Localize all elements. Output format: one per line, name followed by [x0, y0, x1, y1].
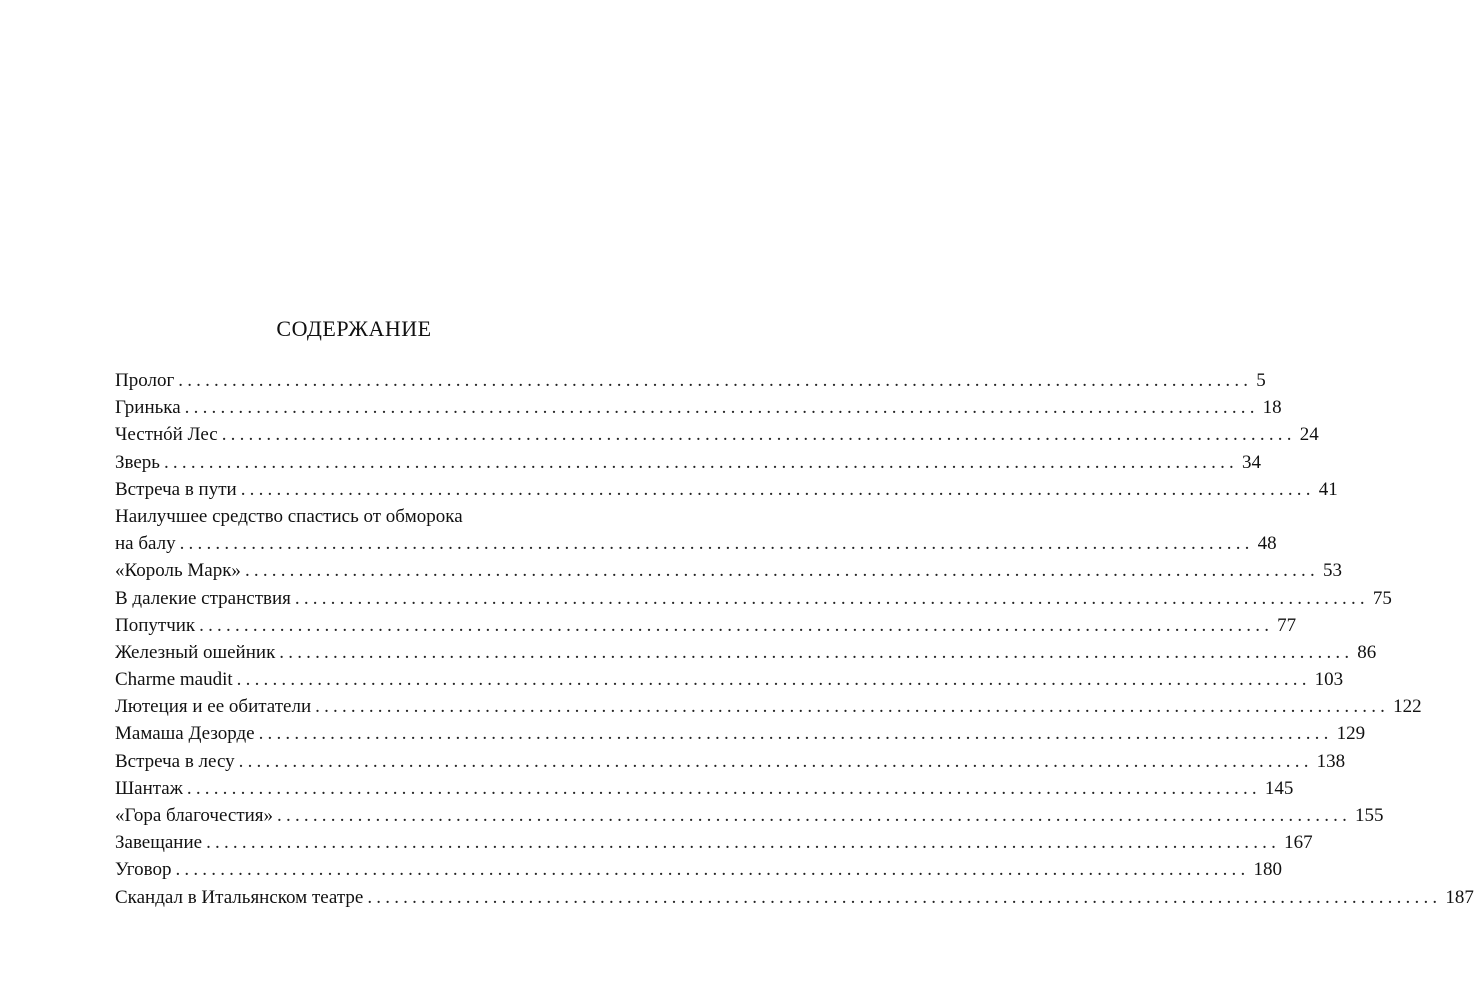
toc-entry-page: 129 [1336, 723, 1366, 745]
toc-entry [115, 802, 1384, 829]
dot-leader: ........................................................................................................................ [179, 533, 1254, 555]
dot-leader: ........................................................................................................................ [199, 614, 1274, 636]
toc-entry-page: 34 [1241, 451, 1261, 473]
toc-entry-page: 103 [1314, 669, 1344, 691]
toc-entry [115, 639, 1377, 666]
toc-entry-page: 145 [1264, 777, 1294, 799]
toc-entry-label: Мамаша Дезорде [115, 723, 255, 745]
toc-entry-label: Встреча в лесу [115, 750, 235, 772]
toc-entry [115, 503, 1277, 557]
toc-entry [115, 775, 1294, 802]
toc-entry-page: 5 [1256, 370, 1266, 391]
toc-entry-label: Скандал в Итальянском театре [115, 886, 364, 908]
dot-leader: ........................................................................................................................ [186, 777, 1261, 799]
toc-entry-page: 122 [1393, 696, 1422, 718]
toc-entry-label: «Король Марк» [115, 560, 241, 582]
toc-entry [115, 394, 1282, 421]
table-of-contents [115, 367, 1474, 911]
toc-entry [115, 856, 1282, 883]
toc-entry [115, 748, 1346, 775]
toc-entry-label: Честнóй Лес [115, 424, 218, 446]
toc-entry [115, 367, 1266, 394]
dot-leader: ........................................................................................................................ [277, 805, 1352, 826]
toc-entry-page: 18 [1262, 397, 1282, 419]
toc-entry-page: 86 [1357, 641, 1377, 663]
toc-entry-label: Встреча в пути [115, 478, 237, 500]
dot-leader: ........................................................................................................................ [178, 370, 1253, 391]
toc-entry-label: Железный ошейник [115, 641, 276, 663]
dot-leader: ........................................................................................................................ [367, 886, 1442, 908]
toc-entry-label: Charme maudit [115, 669, 233, 691]
toc-entry-page: 53 [1322, 560, 1342, 582]
dot-leader: ........................................................................................................................ [163, 451, 1238, 473]
toc-entry [115, 693, 1422, 720]
toc-entry [115, 585, 1392, 612]
dot-leader: ........................................................................................................................ [184, 397, 1259, 419]
toc-title: СОДЕРЖАНИЕ [276, 316, 432, 341]
dot-leader: ........................................................................................................................ [175, 859, 1250, 881]
toc-entry-page: 77 [1277, 614, 1297, 636]
toc-entry-label: В далекие странствия [115, 587, 291, 609]
dot-leader: ........................................................................................................................ [240, 478, 1315, 500]
toc-entry-label: Завещание [115, 832, 203, 854]
toc-entry-label-line2: на балу [115, 533, 176, 555]
toc-entry-page: 155 [1355, 805, 1384, 826]
toc-entry [115, 421, 1319, 448]
dot-leader: ........................................................................................................................ [206, 832, 1281, 854]
toc-entry-label: Зверь [115, 451, 160, 473]
toc-entry-label: Попутчик [115, 614, 196, 636]
toc-entry-page: 138 [1316, 750, 1346, 772]
dot-leader: ........................................................................................................................ [294, 587, 1369, 609]
toc-entry [115, 476, 1338, 503]
toc-entry-label-line1: Наилучшее средство спастись от обморока [115, 505, 463, 527]
toc-entry [115, 666, 1344, 693]
toc-entry [115, 884, 1474, 911]
toc-entry-page: 167 [1284, 832, 1313, 854]
toc-entry-label: «Гора благочестия» [115, 805, 274, 826]
toc-entry-page: 180 [1253, 859, 1282, 881]
toc-entry-label: Уговор [115, 859, 172, 881]
toc-entry [115, 449, 1261, 476]
dot-leader: ........................................................................................................................ [244, 560, 1319, 582]
toc-entry-label: Пролог [115, 370, 175, 391]
toc-entry [115, 557, 1342, 584]
toc-entry-label: Гринька [115, 397, 181, 419]
toc-entry-page: 24 [1299, 424, 1319, 446]
dot-leader: ........................................................................................................................ [279, 641, 1354, 663]
toc-entry-page: 48 [1257, 533, 1277, 555]
toc-entry-page: 75 [1372, 587, 1392, 609]
toc-entry [115, 612, 1297, 639]
dot-leader: ........................................................................................................................ [258, 723, 1333, 745]
dot-leader: ........................................................................................................................ [236, 669, 1311, 691]
toc-entry [115, 829, 1313, 856]
dot-leader: ........................................................................................................................ [221, 424, 1296, 446]
dot-leader: ........................................................................................................................ [315, 696, 1390, 718]
dot-leader: ........................................................................................................................ [238, 750, 1313, 772]
toc-entry-page: 41 [1318, 478, 1338, 500]
toc-entry-label: Лютеция и ее обитатели [115, 696, 312, 718]
toc-entry-label: Шантаж [115, 777, 183, 799]
toc-entry [115, 720, 1366, 747]
toc-entry-page: 187 [1445, 886, 1474, 908]
